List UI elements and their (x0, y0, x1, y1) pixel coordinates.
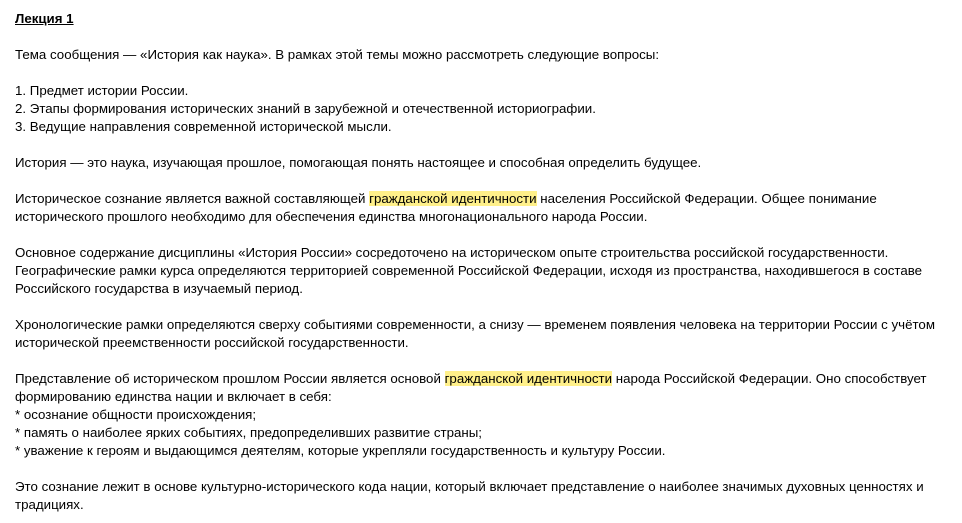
spacer (15, 226, 948, 244)
bullet-item-2: * память о наиболее ярких событиях, предопределивших развитие страны; (15, 425, 482, 440)
question-item-3: 3. Ведущие направления современной исторической мысли. (15, 119, 392, 134)
bullet-item-3: * уважение к героям и выдающимся деятелям, которые укрепляли государственность и культуру России. (15, 443, 666, 458)
consciousness-paragraph (15, 190, 948, 226)
spacer (15, 172, 948, 190)
chronology-paragraph: Хронологические рамки определяются сверху событиями современности, а снизу — временем появления человека на территории России с учётом исторической преемственности российской государственности. (15, 317, 935, 350)
bullet-item-1: * осознание общности происхождения; (15, 407, 257, 422)
consciousness-text-after: населения Российской Федерации. Общее понимание исторического прошлого необходимо для обеспечения единства многонационального народа России. (15, 191, 877, 224)
highlighted-phrase: гражданской идентичности (369, 191, 537, 206)
highlighted-phrase: гражданской идентичности (444, 371, 613, 386)
question-item-2: 2. Этапы формирования исторических знаний в зарубежной и отечественной историографии. (15, 101, 596, 116)
spacer (15, 28, 948, 46)
lecture-title: Лекция 1 (15, 11, 74, 26)
spacer (15, 64, 948, 82)
question-item-1: 1. Предмет истории России. (15, 83, 189, 98)
definition-paragraph: История — это наука, изучающая прошлое, помогающая понять настоящее и способная определить будущее. (15, 155, 702, 170)
spacer (15, 136, 948, 154)
representation-text-after: народа Российской Федерации. Оно способствует формированию единства нации и включает в себя: (15, 371, 927, 404)
representation-paragraph (15, 370, 948, 406)
representation-text-before: Представление об историческом прошлом России является основой (15, 371, 445, 386)
spacer (15, 298, 948, 316)
spacer (15, 460, 948, 478)
intro-paragraph: Тема сообщения — «История как наука». В рамках этой темы можно рассмотреть следующие вопросы: (15, 47, 660, 62)
spacer (15, 352, 948, 370)
content-paragraph: Основное содержание дисциплины «История России» сосредоточено на историческом опыте строительства российской государственности. Географические рамки курса определяются территорией современной Российской Федерации, исходя из пространства, находившегося в составе Российского государства в изучаемый период. (15, 245, 923, 296)
closing-paragraph: Это сознание лежит в основе культурно-исторического кода нации, который включает представление о наиболее значимых духовных ценностях и традициях. (15, 479, 924, 512)
consciousness-text-before: Историческое сознание является важной составляющей (15, 191, 370, 206)
